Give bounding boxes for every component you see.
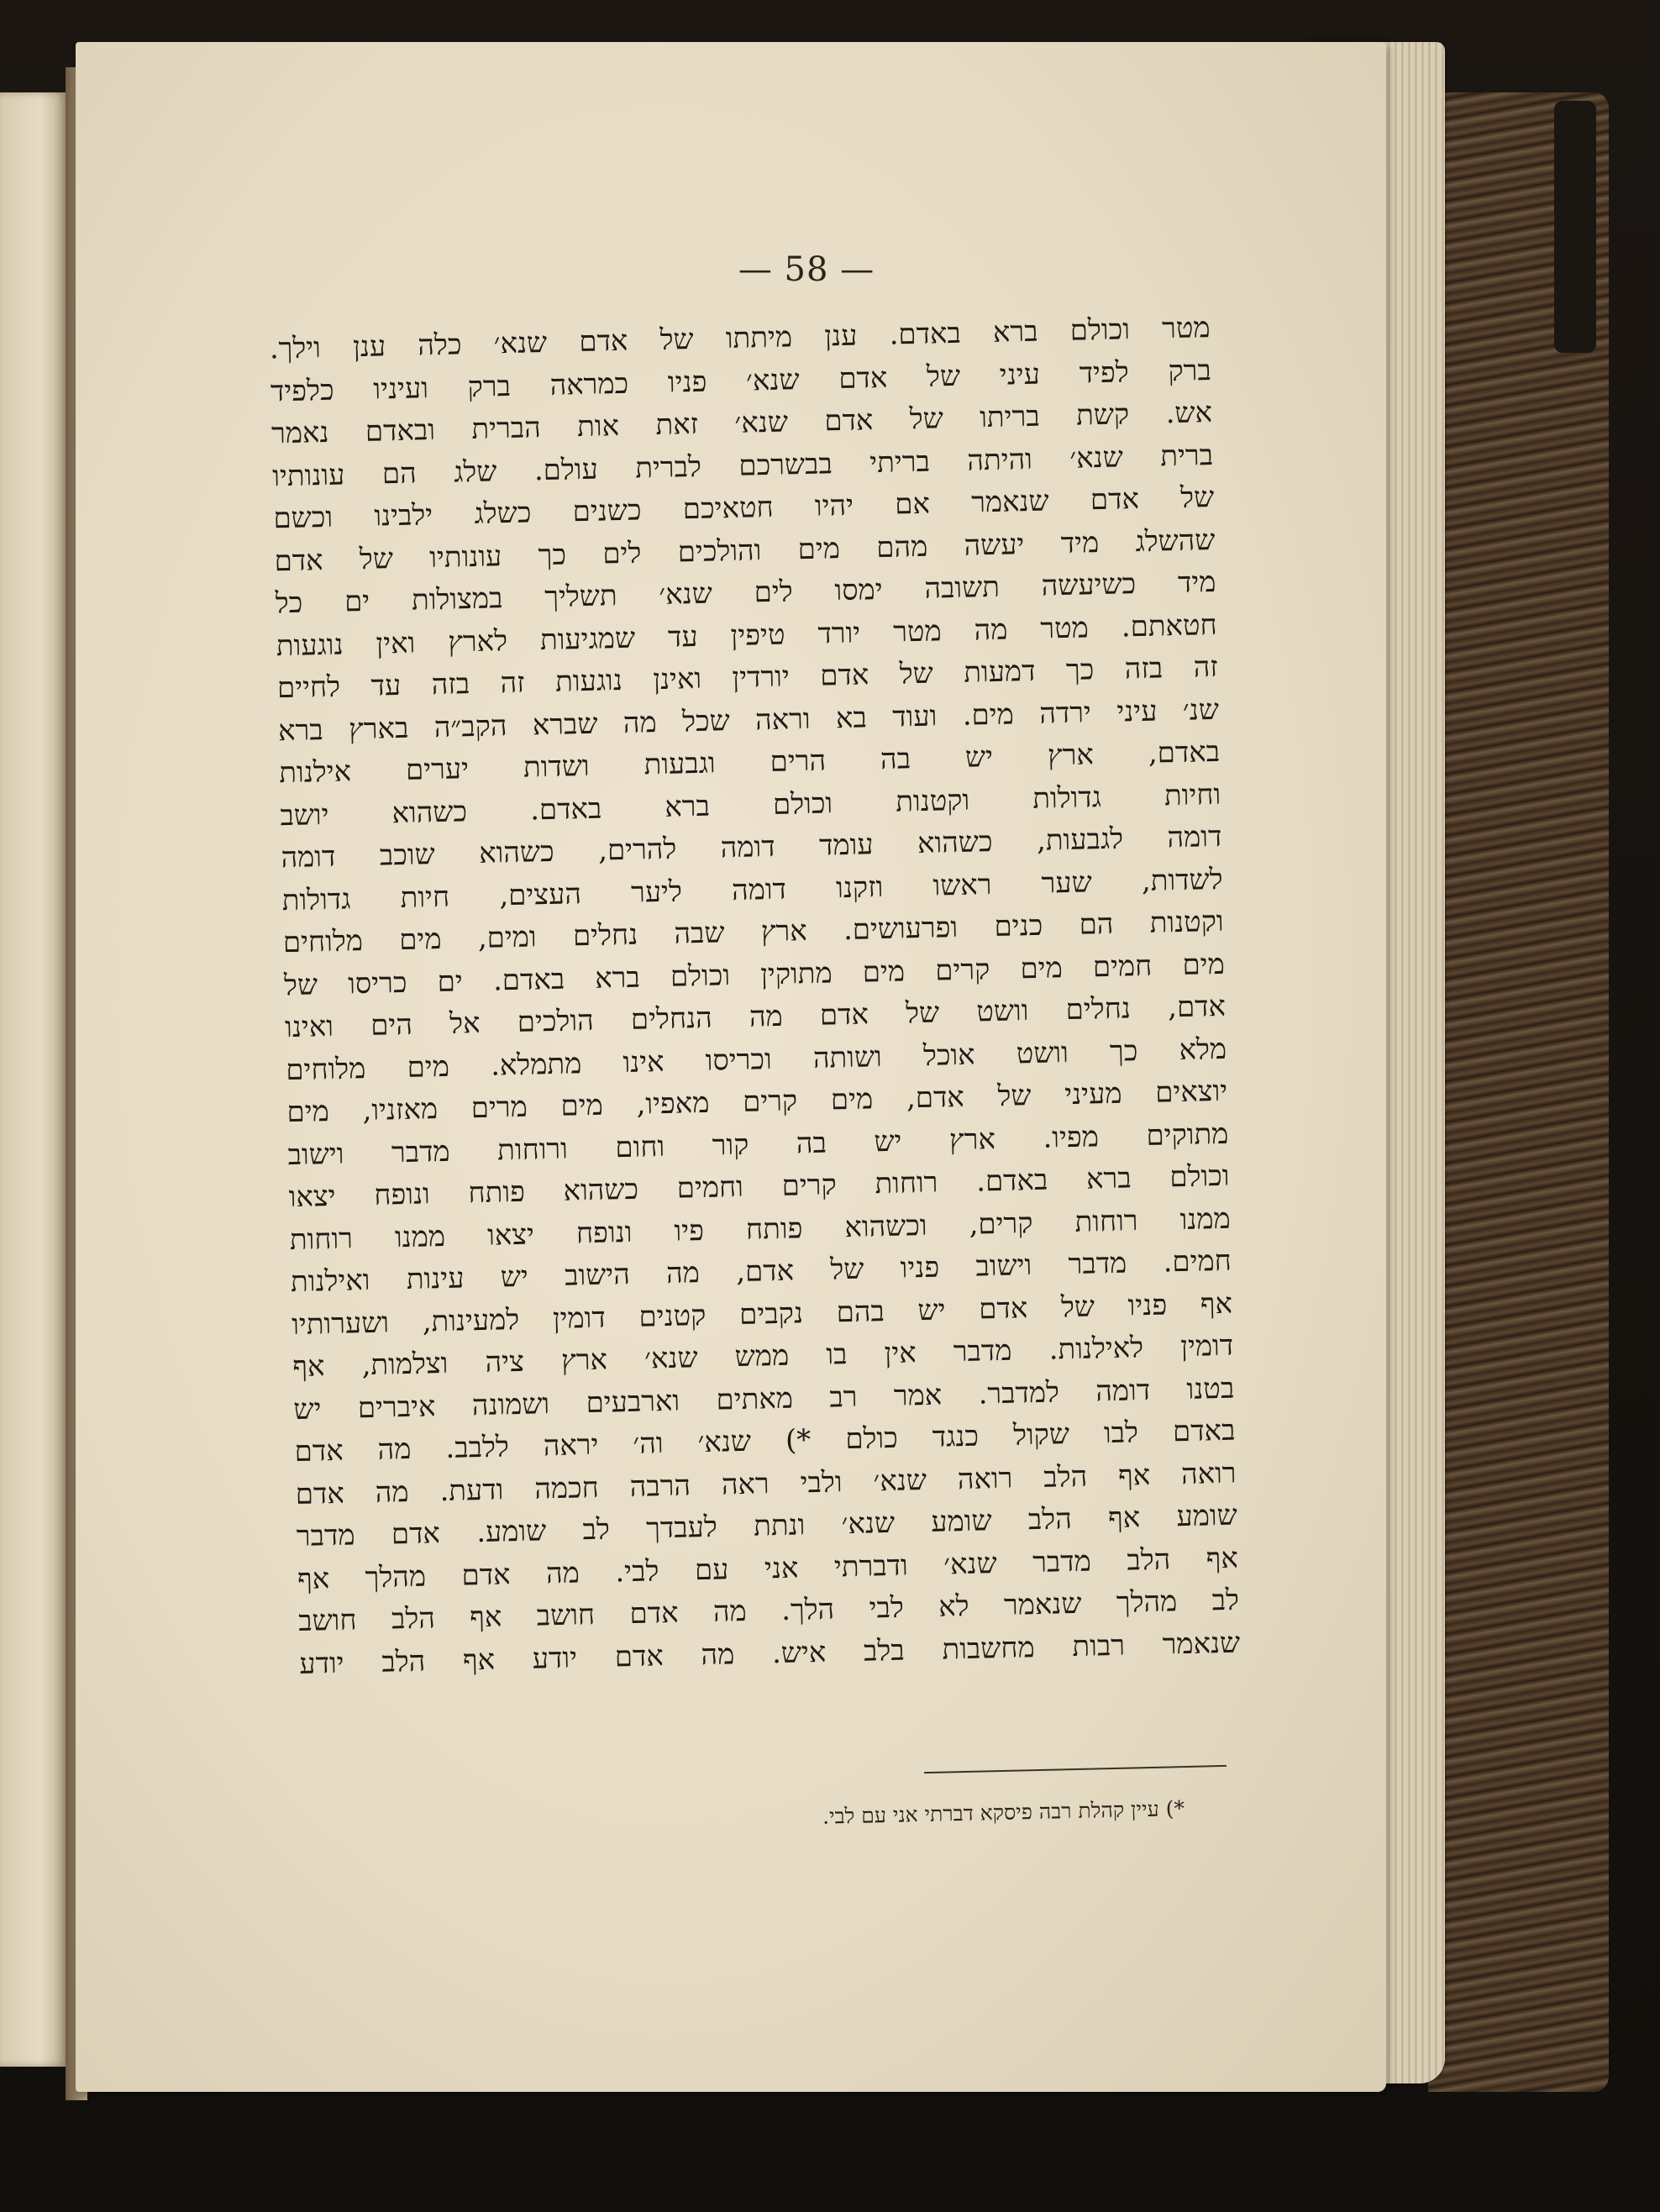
text-line: חמים. מדבר וישוב פניו של אדם, מה הישוב יש עינות ואילנות [290,1243,1232,1300]
body-text [269,307,1240,1685]
text-line: מטר וכולם ברא באדם. ענן מיתתו של אדם שנא׳ כלה ענן וילך. [269,310,1211,366]
text-line: יוצאים מעיני של אדם, מים קרים מאפיו, מים מרים מאזניו, מים [286,1074,1228,1130]
text-line: ממנו רוחות קרים, וכשהוא פותח פיו ונופח יצאו ממנו רוחות [289,1201,1232,1257]
footnote-rule [924,1765,1227,1773]
text-line: אדם, נחלים וושט של אדם מה הנחלים הולכים אל הים ואינו [284,989,1227,1045]
text-line: לשדות, שער ראשו וזקנו דומה ליער העצים, חיות גדולות [281,862,1223,917]
text-line: שומע אף הלב שומע שנא׳ ונתת לעבדך לב שומע. אדם מדבר [296,1498,1238,1554]
text-line: אף פניו של אדם יש בהם נקבים קטנים דומין למעינות, ושערותיו [291,1286,1233,1342]
footnote: *) עיין קהלת רבה פיסקא דברתי אני עם לבי. [822,1795,1185,1829]
text-line: שנאמר רבות מחשבות בלב איש. מה אדם יודע אף הלב יודע [298,1626,1241,1681]
previous-page-edge [0,92,67,2067]
text-line: ברק לפיד עיני של אדם שנא׳ פניו כמראה ברק ועיניו כלפיד [270,353,1212,408]
text-line: וכולם ברא באדם. רוחות קרים וחמים כשהוא פותח ונופח יצאו [288,1159,1230,1215]
text-line: של אדם שנאמר אם יהיו חטאיכם כשנים כשלג ילבינו וכשם [272,480,1215,536]
text-line: שנ׳ עיני ירדה מים. ועוד בא וראה שכל מה שברא הקב״ה בארץ ברא [277,692,1220,748]
book-page [76,42,1386,2092]
text-line: בטנו דומה למדבר. אמר רב מאתים וארבעים ושמונה איברים יש [293,1371,1235,1427]
book-cover [1428,92,1609,2092]
text-line: ברית שנא׳ והיתה בריתי בבשרכם לברית עולם. שלג הם עונותיו [271,438,1214,493]
text-line: מלא כך וושט אוכל ושותה וכריסו אינו מתמלא. מים מלוחים [285,1032,1227,1087]
text-line: מיד כשיעשה תשובה ימסו לים שנא׳ תשליך במצולות ים כל [275,565,1216,621]
text-line: באדם לבו שקול כנגד כולם *) שנא׳ וה׳ יראה ללבב. מה אדם [294,1413,1236,1469]
text-line: וחיות גדולות וקטנות וכולם ברא באדם. כשהוא יושב [280,777,1221,833]
text-line: אש. קשת בריתו של אדם שנא׳ זאת אות הברית ובאדם נאמר [271,395,1213,451]
text-line: רואה אף הלב רואה שנא׳ ולבי ראה הרבה חכמה ודעת. מה אדם [295,1456,1237,1511]
text-line: וקטנות הם כנים ופרעושים. ארץ שבה נחלים ומים, מים מלוחים [282,904,1225,960]
text-line: אף הלב מדבר שנא׳ ודברתי אני עם לבי. מה אדם מהלך אף [297,1541,1239,1596]
text-line: מים חמים מים קרים מים מתוקין וכולם ברא באדם. ים כריסו של [283,947,1226,1002]
text-line: דומין לאילנות. מדבר אין בו ממש שנא׳ ארץ ציה וצלמות, אף [292,1328,1234,1384]
text-line: שהשלג מיד יעשה מהם מים והולכים לים כך עונותיו של אדם [274,523,1216,578]
text-line: לב מהלך שנאמר לא לבי הלך. מה אדם חושב אף הלב חושב [297,1583,1240,1639]
text-line: זה בזה כך דמעות של אדם יורדין ואינן נוגעות זה בזה עד לחיים [276,649,1219,706]
text-line: דומה לגבעות, כשהוא עומד דומה להרים, כשהוא שוכב דומה [281,819,1222,875]
text-line: באדם, ארץ יש בה הרים וגבעות ושדות יערים אילנות [278,734,1221,791]
page-number: — 58 — [738,250,875,289]
text-line: חטאתם. מטר מה מטר יורד טיפין עד שמגיעות לארץ ואין נוגעות [276,607,1218,663]
text-line: מתוקים מפיו. ארץ יש בה קור וחום ורוחות מדבר וישוב [287,1117,1229,1172]
cover-spine-edge [1554,101,1596,353]
